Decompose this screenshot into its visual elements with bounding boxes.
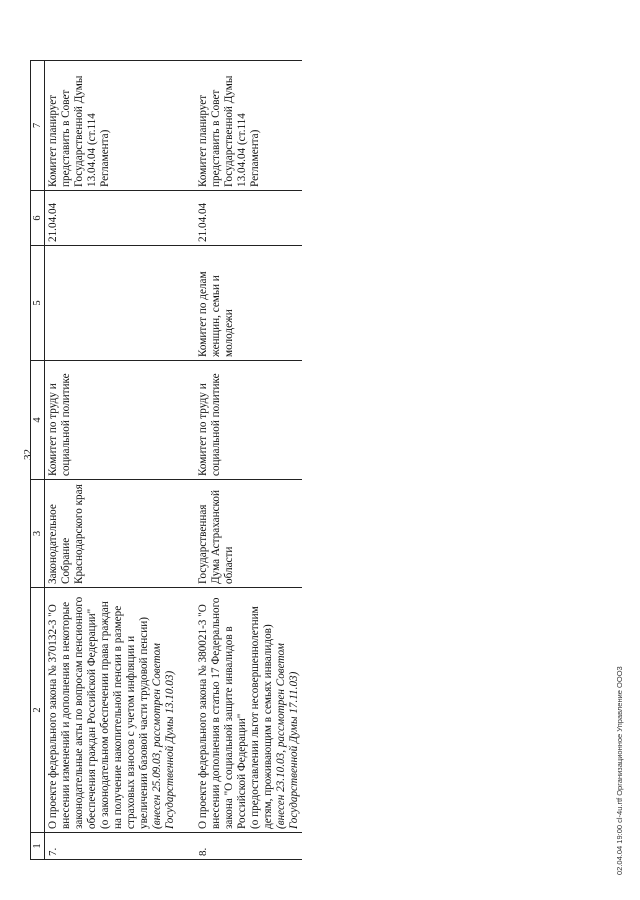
col-header-5: 5	[31, 246, 45, 361]
row-number: 8.	[185, 833, 302, 860]
col-header-6: 6	[31, 191, 45, 246]
table-row	[45, 61, 186, 860]
date-cell: 21.04.04	[185, 191, 302, 246]
col-header-3: 3	[31, 480, 45, 588]
footer-text: 02.04.04 19:00 cl-4u.rtf Организационное Управление ООО3	[615, 666, 624, 875]
committee-cell: Комитет по труду и социальной политике	[45, 361, 186, 480]
bill-title: О проекте федерального закона № 370132-3 "О внесении изменений и дополнения в некоторые законодательные акты по вопросам пенсионного обеспечения граждан Российской Федерации"	[47, 596, 98, 829]
bill-note: (внесен 25.09.03, рассмотрен Советом Государственной Думы 13.10.03)	[151, 643, 176, 829]
table-row	[185, 61, 302, 860]
committee-cell: Комитет по труду и социальной политике	[185, 361, 302, 480]
header-row	[31, 61, 45, 860]
col-header-2: 2	[31, 588, 45, 833]
col-header-4: 4	[31, 361, 45, 480]
col-header-1: 1	[31, 833, 45, 860]
status-cell: Комитет планирует представить в Совет Государственной Думы 13.04.04 (ст.114 Регламента)	[185, 61, 302, 191]
initiator-cell: Законодательное Собрание Краснодарского края	[45, 480, 186, 588]
date-cell: 21.04.04	[45, 191, 186, 246]
page-number: 32	[22, 449, 34, 460]
bill-note: (внесен 23.10.03, рассмотрен Советом Государственной Думы 17.11.03)	[275, 643, 300, 829]
row-number: 7.	[45, 833, 186, 860]
co-committee-cell: Комитет по делам женщин, семьи и молодежи	[185, 246, 302, 361]
bill-title: О проекте федерального закона № 380021-3 "О внесении дополнения в статью 17 Федерального закона "О социальной защите инвалидов в Российской Федерации"	[197, 597, 248, 829]
bill-description: (о законодательном обеспечении права граждан на получение накопительной пенсии в размере страховых взносов с учетом инфляции и увеличении базовой части трудовой пенсии)	[99, 601, 150, 829]
bill-description: (о предоставлении льгот несовершеннолетним детям, проживающим в семьях инвалидов)	[249, 606, 274, 829]
status-cell: Комитет планирует представить в Совет Государственной Думы 13.04.04 (ст.114 Регламента)	[45, 61, 186, 191]
col-header-7: 7	[31, 61, 45, 191]
initiator-cell: Государственная Дума Астраханской области	[185, 480, 302, 588]
bill-cell	[185, 588, 302, 833]
bills-table	[30, 60, 302, 860]
co-committee-cell	[45, 246, 186, 361]
bill-cell	[45, 588, 186, 833]
